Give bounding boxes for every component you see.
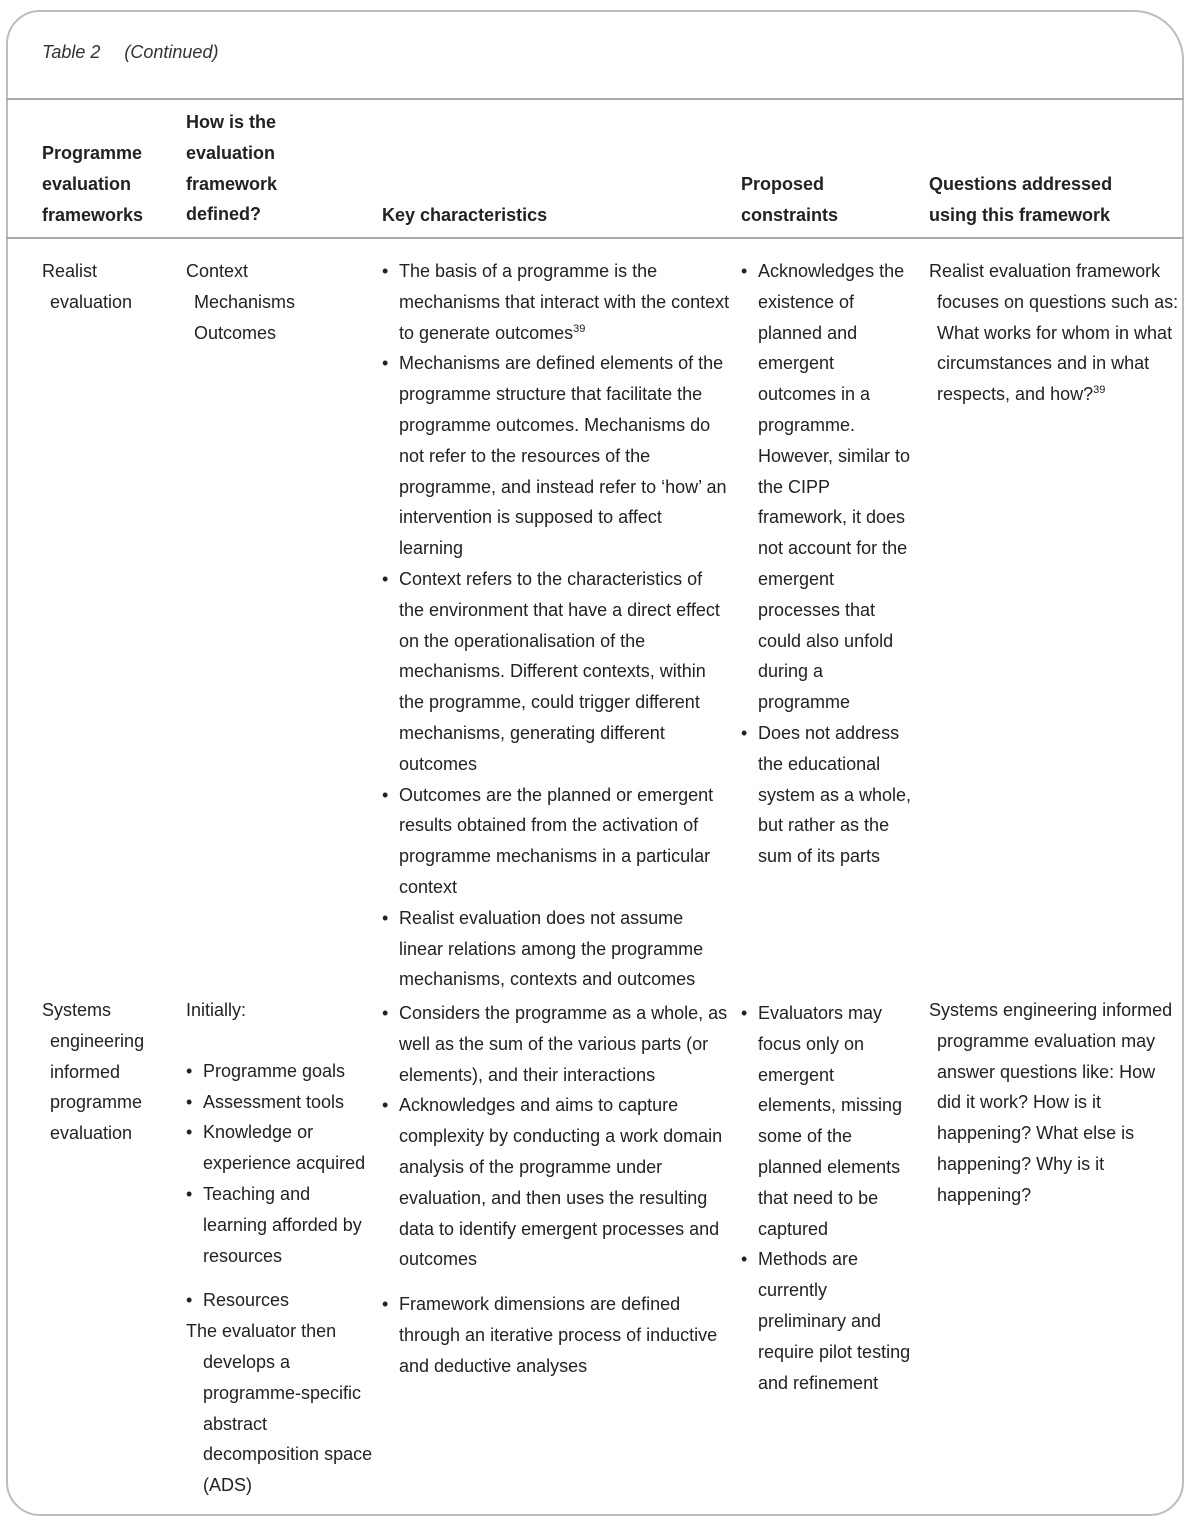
- citation: 39: [573, 322, 586, 335]
- header-defined-line: defined?: [186, 204, 261, 225]
- list-item: [382, 903, 730, 995]
- header-constraints-line: Proposed: [741, 174, 825, 194]
- header-constraints-line: constraints: [741, 204, 839, 225]
- list-item: • Evaluators may focus only on emergent elements, missing some of the planned elements that need to be captured: [741, 998, 916, 1244]
- defined-intro: Initially:: [186, 1000, 247, 1020]
- row2-defined: [186, 995, 376, 1501]
- list-item: • Framework dimensions are defined through an iterative process of inductive and deductive analyses: [382, 1289, 730, 1381]
- list-item: [382, 256, 730, 348]
- row2-framework: [42, 995, 182, 1149]
- defined-outro: The evaluator then develops a programme-specific abstract decomposition space (ADS): [186, 1321, 373, 1496]
- defined-item: Context: [186, 261, 249, 281]
- list-item: • Considers the programme as a whole, as well as the sum of the various parts (or elements), and their interactions: [382, 998, 730, 1090]
- header-defined-line: framework: [186, 173, 278, 194]
- list-item: [382, 564, 730, 780]
- header-frameworks: [42, 138, 182, 230]
- list-item: • Methods are currently preliminary and require pilot testing and refinement: [741, 1244, 916, 1398]
- continued-label: (Continued): [124, 42, 219, 62]
- header-defined-line: evaluation: [186, 142, 276, 163]
- header-constraints: [741, 169, 916, 231]
- header-frameworks-line: evaluation: [42, 173, 132, 194]
- header-bottom-rule: [6, 237, 1184, 239]
- header-key-line: Key characteristics: [382, 205, 548, 225]
- header-frameworks-line: Programme: [42, 143, 143, 163]
- framework-name: Systems engineering informed programme evaluation: [42, 1000, 145, 1144]
- list-item: • Assessment tools: [186, 1087, 376, 1118]
- list-item-text: Realist evaluation does not assume linear relations among the programme mechanisms, contexts and outcomes: [399, 907, 704, 990]
- row2-constraints: [741, 998, 916, 1398]
- table-caption: [42, 42, 218, 63]
- list-item: • Acknowledges the existence of planned and emergent outcomes in a programme. However, similar to the CIPP framework, it does not account for the emergent processes that could also unfold during a programme: [741, 256, 916, 718]
- defined-item: Outcomes: [194, 322, 277, 343]
- list-item: • Does not address the educational system as a whole, but rather as the sum of its parts: [741, 718, 916, 872]
- header-defined: [186, 107, 376, 230]
- list-item: • Programme goals: [186, 1056, 376, 1087]
- header-key-characteristics: [382, 200, 730, 231]
- list-item-text: Outcomes are the planned or emergent results obtained from the activation of programme mechanisms in a particular context: [399, 784, 714, 897]
- header-frameworks-line: frameworks: [42, 204, 144, 225]
- list-item: • Acknowledges and aims to capture complexity by conducting a work domain analysis of the programme under evaluation, and then uses the resulting data to identify emergent processes and outcomes: [382, 1090, 730, 1275]
- citation: 39: [1093, 384, 1106, 397]
- header-questions-line: Questions addressed: [929, 174, 1113, 194]
- header-questions-line: using this framework: [929, 204, 1111, 225]
- questions-text: [929, 256, 1179, 410]
- defined-item: Mechanisms: [194, 291, 296, 312]
- framework-name: Realist evaluation: [42, 261, 133, 312]
- row1-defined: [186, 256, 376, 348]
- header-questions: [929, 169, 1179, 231]
- questions-text: Systems engineering informed programme evaluation may answer questions like: How did it work? How is it happening? What else is happening? Why is it happening?: [929, 1000, 1173, 1205]
- row1-questions: [929, 256, 1179, 410]
- list-item: • Resources: [186, 1285, 376, 1316]
- list-item: [382, 780, 730, 903]
- row2-key-characteristics: [382, 998, 730, 1382]
- list-item-text: Mechanisms are defined elements of the programme structure that facilitate the programme outcomes. Mechanisms do not refer to the resources of the programme, and instead refer to ‘how’ an intervention is supposed to affect learning: [399, 353, 727, 559]
- row2-questions: [929, 995, 1179, 1211]
- row1-framework: [42, 256, 182, 318]
- header-defined-line: How is the: [186, 112, 277, 132]
- list-item: • Knowledge or experience acquired: [186, 1117, 376, 1179]
- questions-body: Realist evaluation framework focuses on questions such as: What works for whom in what circumstances and in what respects, and how?: [929, 261, 1179, 405]
- row1-key-characteristics: [382, 256, 730, 995]
- row1-constraints: [741, 256, 916, 872]
- list-item-text: The basis of a programme is the mechanisms that interact with the context to generate outcomes: [399, 261, 730, 343]
- list-item-text: Context refers to the characteristics of the environment that have a direct effect on the operationalisation of the mechanisms. Different contexts, within the programme, could trigger different mechanisms, generating different outcomes: [399, 568, 720, 774]
- header-top-rule: [6, 98, 1184, 100]
- table-label: Table 2: [42, 42, 101, 62]
- list-item: [382, 348, 730, 564]
- list-item: • Teaching and learning afforded by resources: [186, 1179, 376, 1271]
